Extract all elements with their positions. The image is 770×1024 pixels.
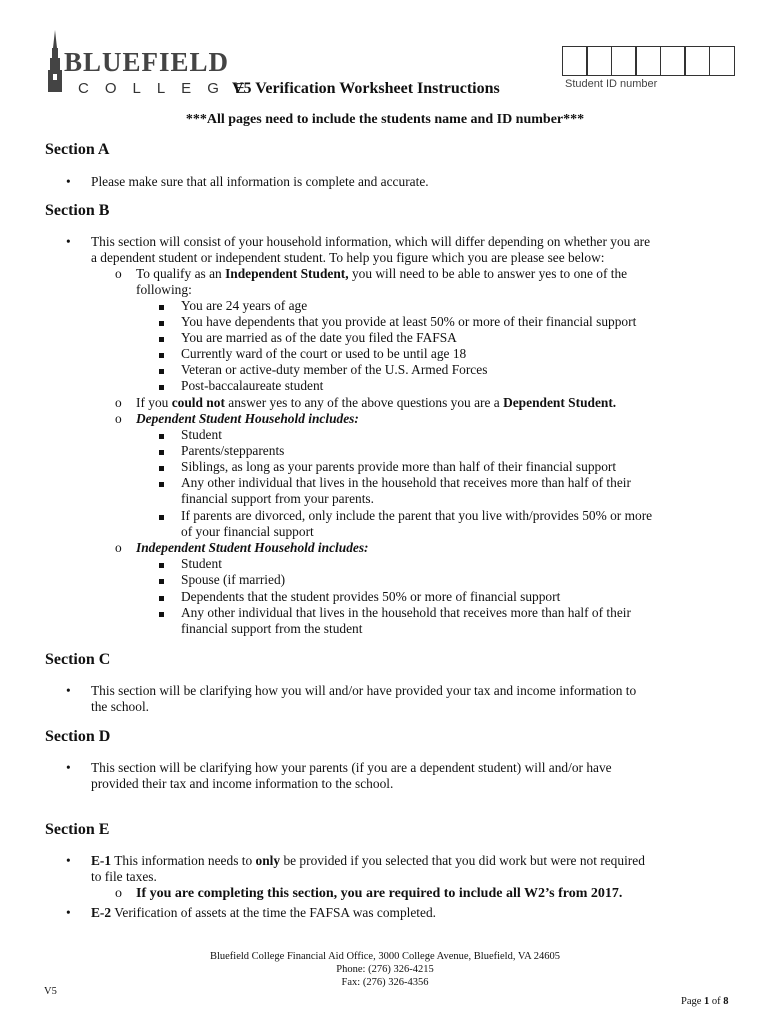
criteria-item: Post-baccalaureate student bbox=[181, 378, 324, 393]
square-bullet-icon bbox=[159, 605, 164, 621]
id-digit-box[interactable] bbox=[562, 46, 588, 76]
circle-bullet-icon: o bbox=[115, 266, 122, 281]
square-bullet-icon bbox=[159, 346, 164, 362]
square-bullet-icon bbox=[159, 298, 164, 314]
section-b-title: Section B bbox=[45, 202, 110, 219]
section-a-text: Please make sure that all information is complete and accurate. bbox=[91, 174, 429, 189]
dependent-household-item: Any other individual that lives in the household that receives more than half of their bbox=[181, 475, 631, 490]
dependent-household-item-cont: financial support from your parents. bbox=[181, 491, 374, 506]
section-e2-text: E-2 Verification of assets at the time the FAFSA was completed. bbox=[91, 905, 437, 920]
square-bullet-icon bbox=[159, 508, 164, 524]
independent-household-item: Spouse (if married) bbox=[181, 572, 286, 587]
square-bullet-icon bbox=[159, 572, 164, 588]
id-digit-box[interactable] bbox=[709, 46, 735, 76]
id-digit-box[interactable] bbox=[611, 46, 637, 76]
dependent-household-item-cont: of your financial support bbox=[181, 524, 314, 539]
independent-criteria-intro-cont: following: bbox=[136, 282, 192, 297]
bullet-icon: • bbox=[66, 905, 71, 920]
section-d-title: Section D bbox=[45, 728, 111, 745]
footer-phone: Phone: (276) 326-4215 bbox=[336, 964, 434, 975]
criteria-item: Veteran or active-duty member of the U.S. Armed Forces bbox=[181, 362, 488, 377]
square-bullet-icon bbox=[159, 362, 164, 378]
independent-household-item: Student bbox=[181, 556, 222, 571]
bullet-icon: • bbox=[66, 174, 71, 189]
section-b-intro: a dependent student or independent student. To help you figure which you are please see below: bbox=[91, 250, 605, 265]
square-bullet-icon bbox=[159, 378, 164, 394]
dependent-determination: If you could not answer yes to any of the above questions you are a Dependent Student. bbox=[136, 395, 617, 410]
section-e1-text-cont: to file taxes. bbox=[91, 869, 157, 884]
criteria-item: You are married as of the date you filed the FAFSA bbox=[181, 330, 457, 345]
independent-household-item: Any other individual that lives in the household that receives more than half of their bbox=[181, 605, 631, 620]
id-digit-box[interactable] bbox=[635, 46, 661, 76]
section-b-intro: This section will consist of your household information, which will differ depending on whether you are bbox=[91, 234, 651, 249]
section-c-title: Section C bbox=[45, 651, 111, 668]
dependent-household-item: Siblings, as long as your parents provide more than half of their financial support bbox=[181, 459, 617, 474]
independent-criteria-intro: To qualify as an Independent Student, you will need to be able to answer yes to one of the bbox=[136, 266, 628, 281]
square-bullet-icon bbox=[159, 459, 164, 475]
student-id-label: Student ID number bbox=[565, 78, 658, 90]
version-label: V5 bbox=[44, 986, 57, 997]
square-bullet-icon bbox=[159, 427, 164, 443]
square-bullet-icon bbox=[159, 589, 164, 605]
section-e1-w2-note: If you are completing this section, you are required to include all W2’s from 2017. bbox=[136, 886, 623, 901]
square-bullet-icon bbox=[159, 475, 164, 491]
section-d-text: This section will be clarifying how your parents (if you are a dependent student) will and/or have bbox=[91, 760, 612, 775]
circle-bullet-icon: o bbox=[115, 411, 122, 426]
section-e1-text: E-1 This information needs to only be provided if you selected that you did work but were not required bbox=[91, 853, 645, 868]
independent-household-item: Dependents that the student provides 50% or more of financial support bbox=[181, 589, 561, 604]
id-digit-box[interactable] bbox=[586, 46, 612, 76]
criteria-item: You are 24 years of age bbox=[181, 298, 308, 313]
square-bullet-icon bbox=[159, 556, 164, 572]
circle-bullet-icon: o bbox=[115, 540, 122, 555]
independent-household-heading: Independent Student Household includes: bbox=[136, 540, 369, 555]
bullet-icon: • bbox=[66, 760, 71, 775]
id-digit-box[interactable] bbox=[660, 46, 686, 76]
section-e-title: Section E bbox=[45, 821, 110, 838]
section-c-text: the school. bbox=[91, 699, 150, 714]
square-bullet-icon bbox=[159, 330, 164, 346]
dependent-household-item: Student bbox=[181, 427, 222, 442]
section-c-text: This section will be clarifying how you will and/or have provided your tax and income information to bbox=[91, 683, 637, 698]
circle-bullet-icon: o bbox=[115, 395, 122, 410]
square-bullet-icon bbox=[159, 314, 164, 330]
student-id-boxes[interactable] bbox=[563, 46, 735, 76]
steeple-icon bbox=[44, 30, 66, 94]
circle-bullet-icon: o bbox=[115, 886, 122, 901]
footer-address: Bluefield College Financial Aid Office, 3000 College Avenue, Bluefield, VA 24605 bbox=[209, 951, 561, 962]
bullet-icon: • bbox=[66, 683, 71, 698]
requirement-banner: ***All pages need to include the students name and ID number*** bbox=[185, 112, 585, 127]
criteria-item: Currently ward of the court or used to be until age 18 bbox=[181, 346, 467, 361]
document-title: V5 Verification Worksheet Instructions bbox=[232, 80, 500, 97]
section-d-text: provided their tax and income information to the school. bbox=[91, 776, 394, 791]
footer-fax: Fax: (276) 326-4356 bbox=[341, 977, 429, 988]
criteria-item: You have dependents that you provide at least 50% or more of their financial support bbox=[181, 314, 637, 329]
dependent-household-item: Parents/stepparents bbox=[181, 443, 285, 458]
dependent-household-item: If parents are divorced, only include the parent that you live with/provides 50% or more bbox=[181, 508, 653, 523]
logo-wordmark: BLUEFIELD bbox=[64, 47, 230, 77]
id-digit-box[interactable] bbox=[684, 46, 710, 76]
independent-household-item-cont: financial support from the student bbox=[181, 621, 363, 636]
page-number: Page 1 of 8 bbox=[681, 996, 729, 1007]
dependent-household-heading: Dependent Student Household includes: bbox=[136, 411, 359, 426]
bullet-icon: • bbox=[66, 234, 71, 249]
square-bullet-icon bbox=[159, 443, 164, 459]
logo-subtitle: COLLEGE bbox=[78, 80, 261, 97]
bullet-icon: • bbox=[66, 853, 71, 868]
section-a-title: Section A bbox=[45, 141, 110, 158]
